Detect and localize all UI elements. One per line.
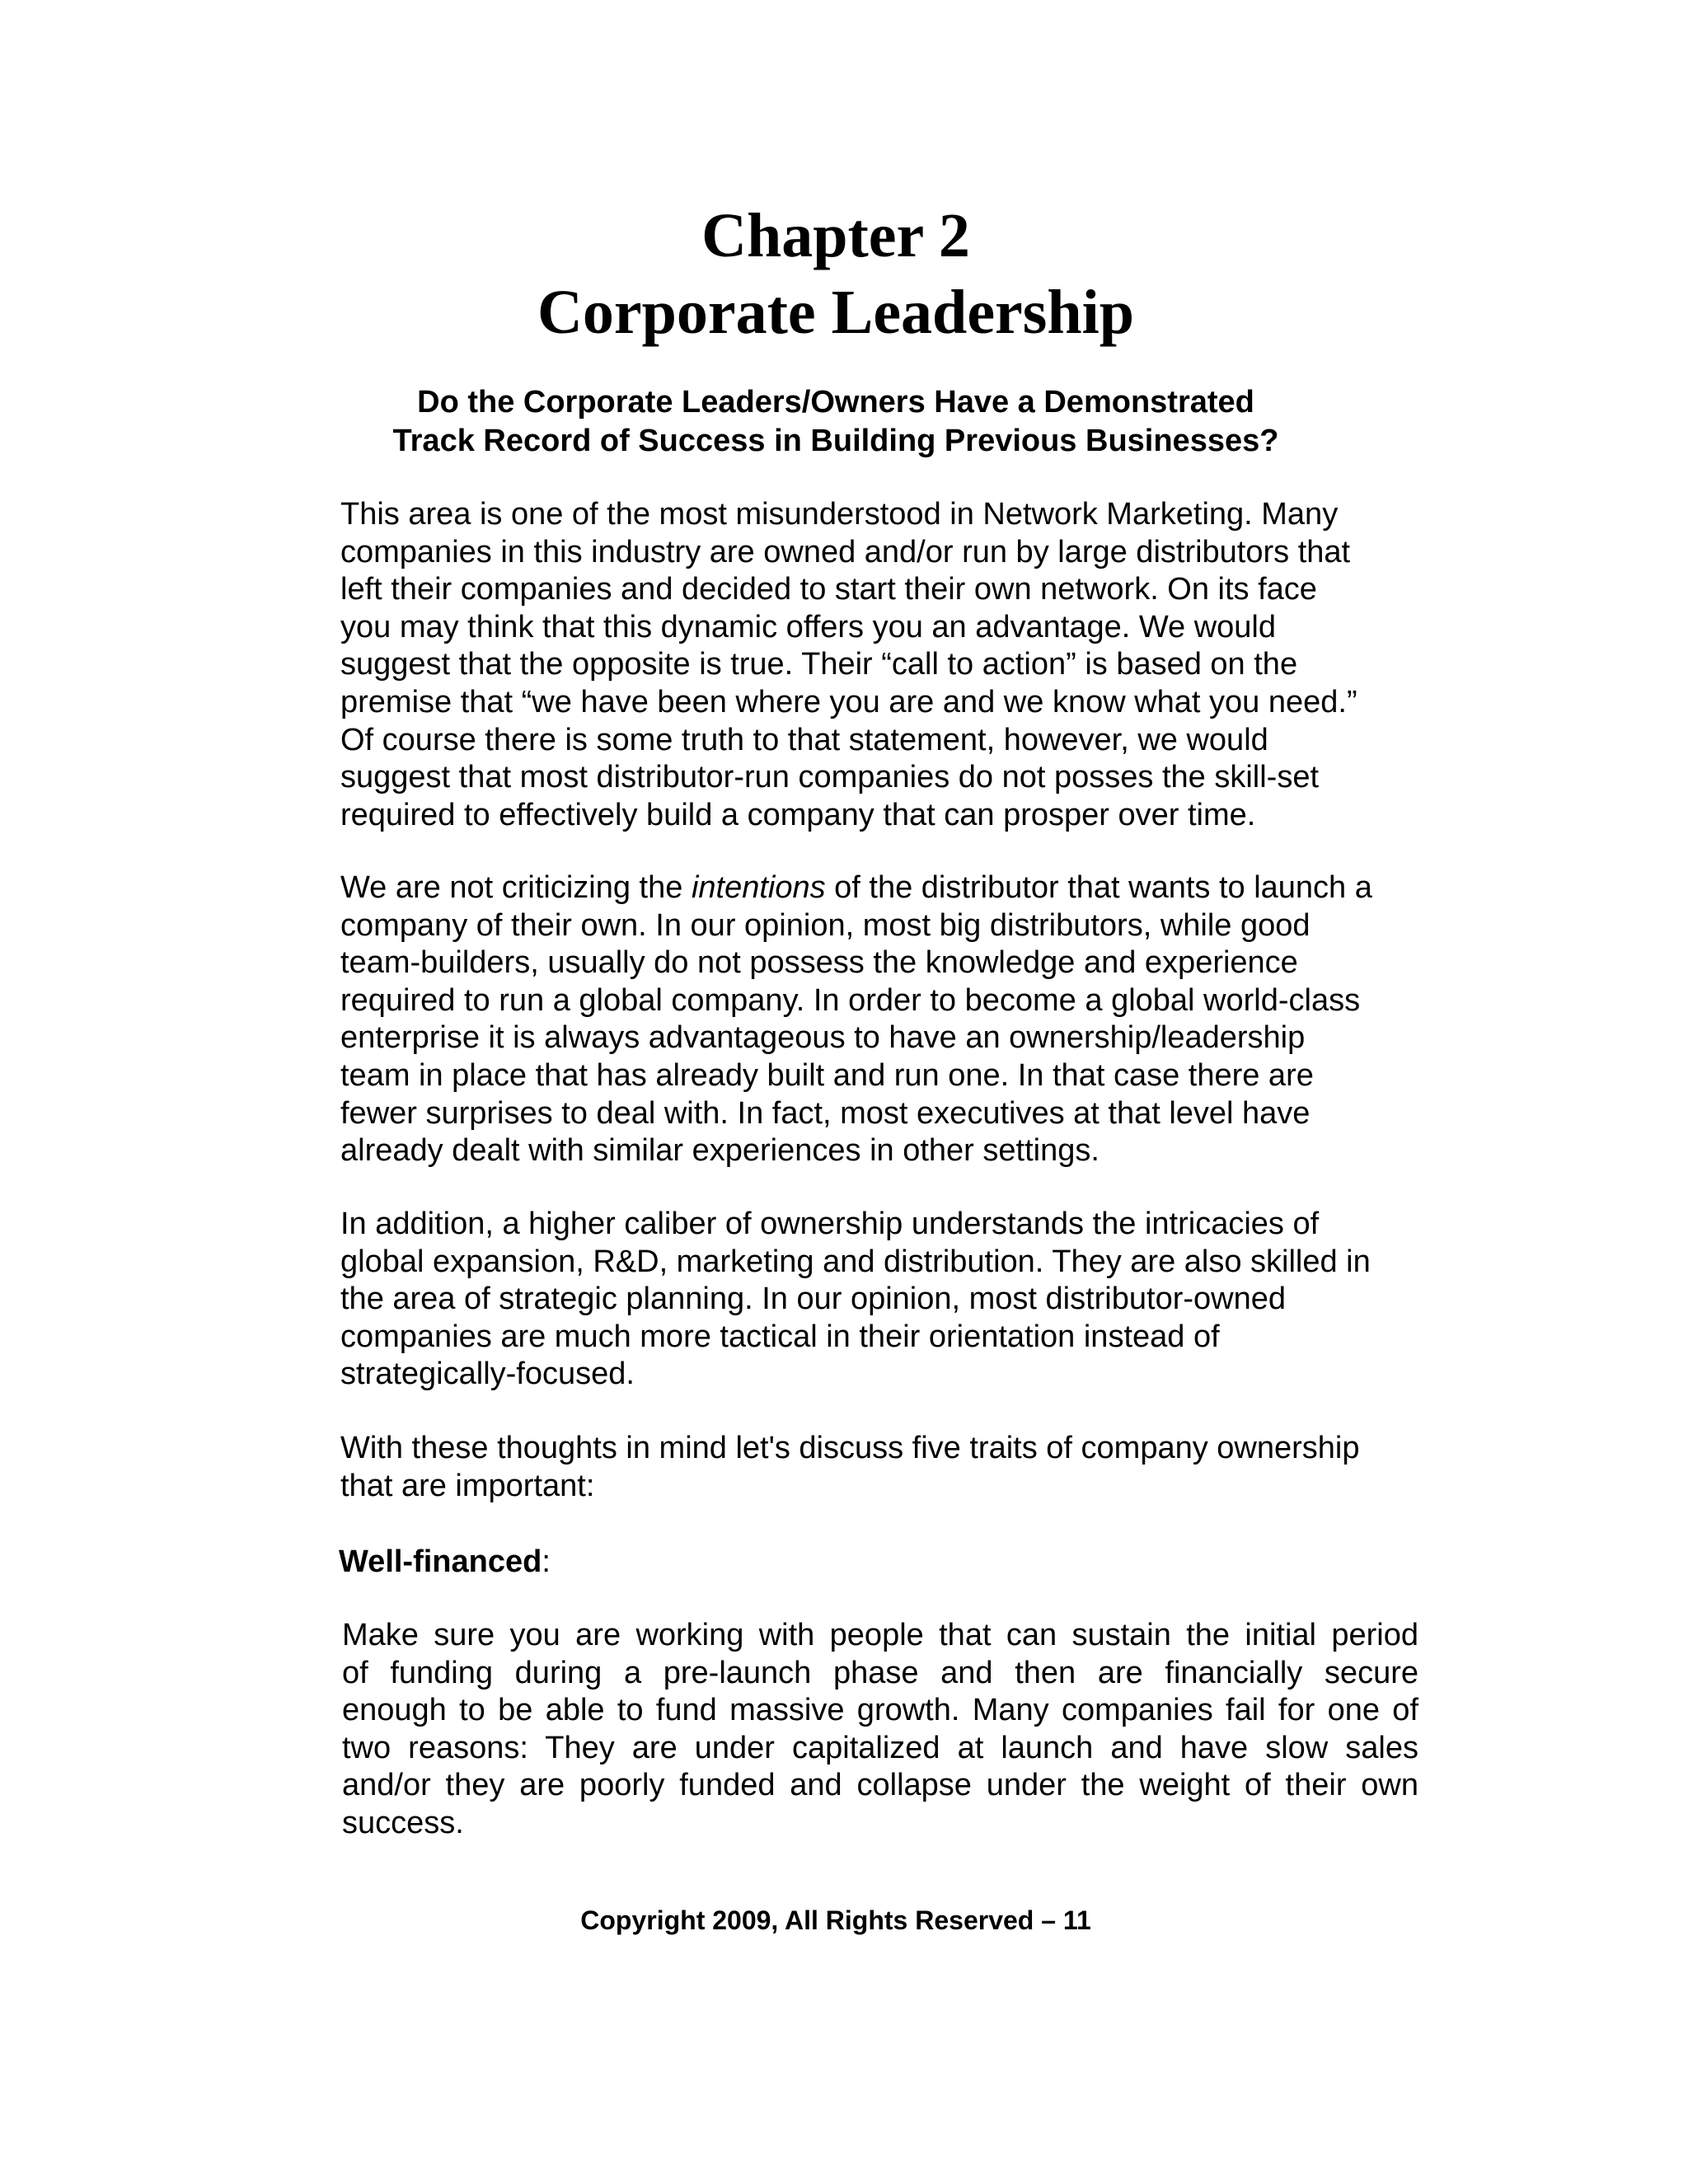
page-footer: Copyright 2009, All Rights Reserved – 11 — [580, 1905, 1091, 1935]
chapter-number: Chapter 2 — [701, 201, 970, 270]
paragraph-line: already dealt with similar experiences in other settings. — [340, 1133, 1100, 1169]
text-run: of the distributor that wants to launch a — [825, 870, 1372, 905]
paragraph-well-financed — [342, 1617, 1418, 1843]
paragraph-line: required to run a global company. In order to become a global world-class — [340, 982, 1361, 1018]
paragraph-line: you may think that this dynamic offers you an advantage. We would — [340, 609, 1277, 644]
paragraph-line: global expansion, R&D, marketing and distribution. They are also skilled in — [340, 1244, 1371, 1279]
text-run: We are not criticizing the — [340, 870, 692, 905]
paragraph-line: of funding during a pre-launch phase and then are financially secure — [342, 1655, 1418, 1690]
paragraph-line: suggest that most distributor-run companies do not posses the skill-set — [340, 760, 1320, 795]
paragraph-1 — [340, 496, 1428, 834]
paragraph-line: strategically-focused. — [340, 1357, 635, 1392]
paragraph-line: Of course there is some truth to that statement, however, we would — [340, 722, 1268, 757]
paragraph-line: enough to be able to fund massive growth. Many companies fail for one of — [342, 1693, 1418, 1728]
section-heading-text: Well-financed — [339, 1544, 542, 1579]
paragraph-line: that are important: — [340, 1468, 595, 1503]
paragraph-line: left their companies and decided to start their own network. On its face — [340, 572, 1317, 607]
emphasis-text: intentions — [691, 870, 826, 905]
paragraph-line: team in place that has already built and run one. In that case there are — [340, 1057, 1314, 1093]
paragraph-line: This area is one of the most misunderstood in Network Marketing. Many — [340, 497, 1339, 532]
paragraph-line: fewer surprises to deal with. In fact, most executives at that level have — [340, 1095, 1311, 1131]
paragraph-line: required to effectively build a company that can prosper over time. — [340, 797, 1256, 832]
paragraph-line: companies are much more tactical in their orientation instead of — [340, 1319, 1220, 1354]
paragraph-line: enterprise it is always advantageous to have an ownership/leadership — [340, 1020, 1306, 1056]
paragraph-line: success. — [342, 1805, 464, 1840]
subtitle-line-2: Track Record of Success in Building Previous Businesses? — [392, 424, 1279, 458]
paragraph-line: company of their own. In our opinion, most big distributors, while good — [340, 907, 1311, 943]
paragraph-line: With these thoughts in mind let's discuss five traits of company ownership — [340, 1431, 1360, 1465]
section-heading-colon: : — [542, 1544, 551, 1579]
paragraph-4 — [340, 1430, 1428, 1505]
paragraph-2 — [340, 869, 1428, 1170]
paragraph-line: two reasons: They are under capitalized at launch and have slow sales — [342, 1730, 1418, 1765]
paragraph-line: the area of strategic planning. In our opinion, most distributor-owned — [340, 1282, 1286, 1317]
paragraph-line: team-builders, usually do not possess the knowledge and experience — [340, 945, 1298, 981]
paragraph-line: In addition, a higher caliber of ownership understands the intricacies of — [340, 1207, 1320, 1241]
subtitle-line-1: Do the Corporate Leaders/Owners Have a Demonstrated — [417, 385, 1254, 419]
paragraph-line: premise that “we have been where you are and we know what you need.” — [340, 684, 1357, 719]
paragraph-line: companies in this industry are owned and/or run by large distributors that — [340, 534, 1351, 569]
section-heading — [339, 1543, 551, 1581]
paragraph-line: Make sure you are working with people that can sustain the initial period — [342, 1618, 1418, 1652]
paragraph-3 — [340, 1206, 1428, 1394]
paragraph-line — [340, 869, 1428, 907]
chapter-title: Corporate Leadership — [537, 278, 1135, 347]
paragraph-line: and/or they are poorly funded and collapse under the weight of their own — [342, 1768, 1418, 1803]
paragraph-line: suggest that the opposite is true. Their “call to action” is based on the — [340, 647, 1298, 682]
